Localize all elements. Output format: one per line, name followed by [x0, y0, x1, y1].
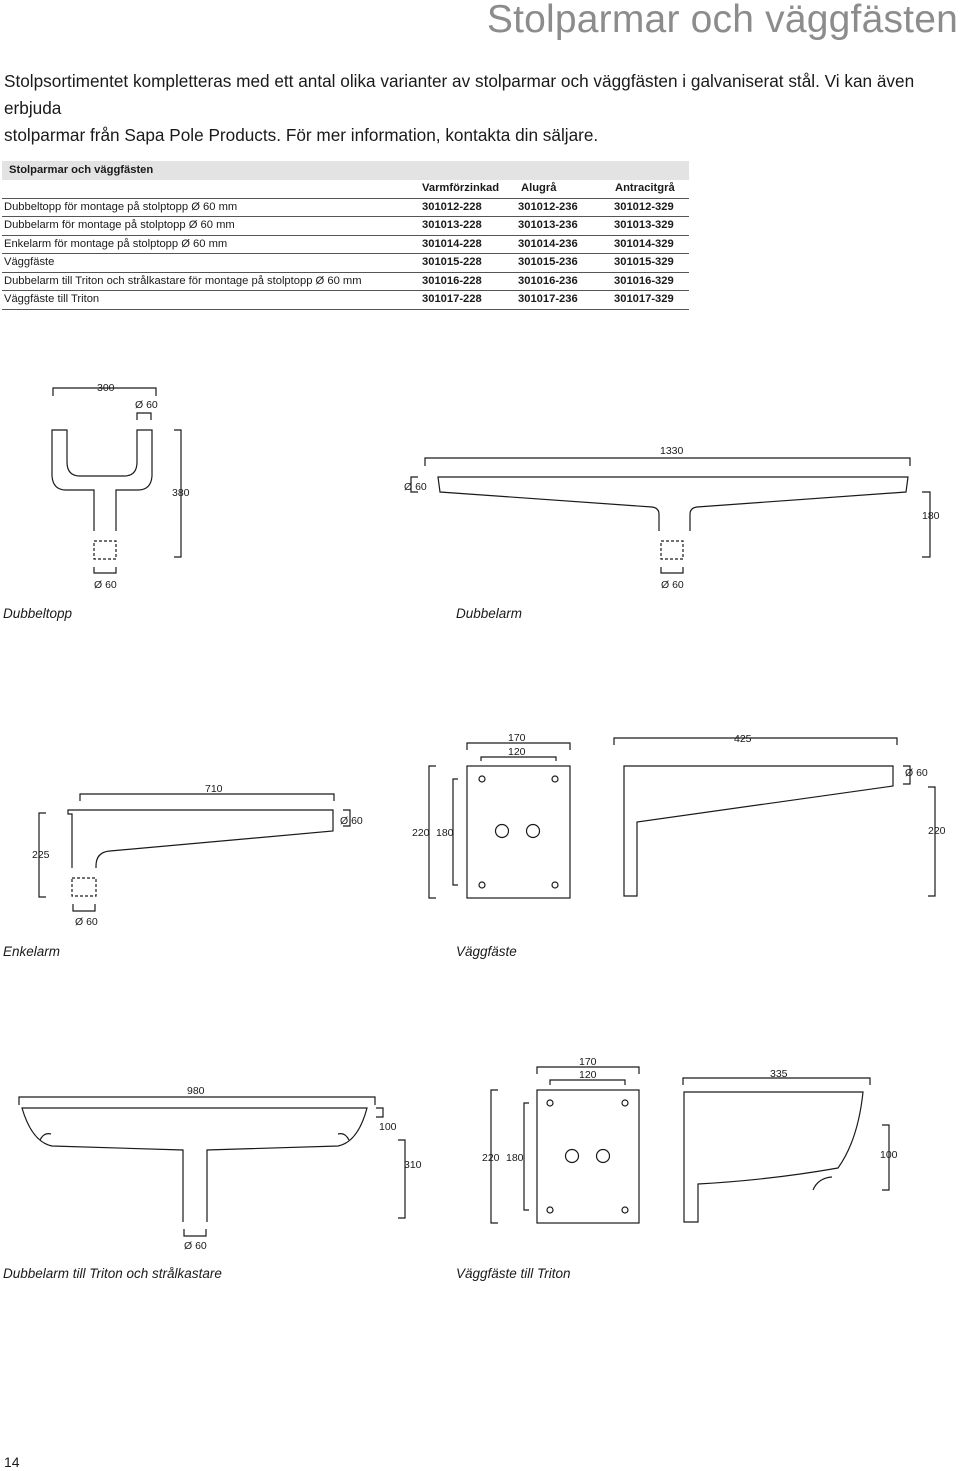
dim-line [425, 458, 910, 466]
dim-line [137, 413, 151, 420]
vaggfaste-triton-dim-arm-height: 100 [880, 1149, 898, 1161]
page-number: 14 [4, 1454, 20, 1470]
dubbelarm-outline [438, 477, 908, 531]
dubbelarm-dim-height: 180 [922, 510, 940, 522]
vaggfaste-dim-inner-height: 180 [436, 827, 454, 839]
row-code-antracitgra: 301013-329 [614, 219, 674, 231]
dim-line [376, 1108, 383, 1117]
center-hole [496, 825, 509, 838]
dim-line [73, 904, 95, 911]
dubbelarm-dim-base-diameter: Ø 60 [661, 579, 684, 591]
vaggfaste-triton-caption: Väggfäste till Triton [456, 1266, 571, 1281]
bolt-hole [552, 776, 558, 782]
row-description: Väggfäste [4, 256, 55, 268]
vaggfaste-arm-outline [624, 766, 893, 896]
enkelarm-dim-width: 710 [205, 783, 223, 795]
bolt-hole [622, 1100, 628, 1106]
row-code-varmforzinkad: 301017-228 [422, 293, 482, 305]
dubbeltopp-dim-height: 380 [172, 487, 190, 499]
end-mount [813, 1177, 832, 1190]
row-code-alugra: 301012-236 [518, 200, 578, 213]
intro-line-2: stolparmar från Sapa Pole Products. För mer information, kontakta din säljare. [4, 125, 599, 145]
dubbeltopp-caption: Dubbeltopp [3, 606, 73, 621]
dim-line [80, 794, 334, 801]
row-code-alugra: 301016-236 [518, 274, 578, 287]
vaggfaste-triton-arm-outline [684, 1092, 863, 1222]
table-caption: Stolparmar och väggfästen [2, 161, 689, 180]
dim-line [19, 1097, 375, 1105]
bolt-hole [479, 882, 485, 888]
dim-line [429, 766, 436, 898]
dim-line [94, 567, 116, 573]
dubbelarm-triton-dim-base-diameter: Ø 60 [184, 1240, 207, 1252]
dubbelarm-triton-outline [22, 1108, 367, 1222]
vaggfaste-dim-outer-height: 220 [412, 827, 430, 839]
dim-line [398, 1140, 405, 1218]
dim-line [524, 1103, 529, 1210]
enkelarm-outline [68, 810, 333, 868]
row-code-antracitgra: 301015-329 [614, 256, 674, 268]
dubbeltopp-dim-width: 300 [97, 382, 115, 394]
dubbelarm-triton-dim-end-height: 100 [379, 1121, 397, 1133]
enkelarm-socket [72, 878, 96, 896]
dubbelarm-triton-caption: Dubbelarm till Triton och strålkastare [3, 1266, 222, 1281]
dim-line [614, 738, 897, 745]
vaggfaste-dim-outer-width: 170 [508, 732, 526, 744]
dubbeltopp-dim-base-diameter: Ø 60 [94, 579, 117, 591]
dubbelarm-dim-width: 1330 [660, 445, 684, 457]
row-code-alugra: 301013-236 [518, 219, 578, 231]
dim-line [184, 1229, 206, 1236]
enkelarm-dim-height: 225 [32, 849, 50, 861]
vaggfaste-dim-inner-width: 120 [508, 746, 526, 758]
drawing-dubbelarm-triton [3, 1085, 422, 1281]
vaggfaste-triton-dim-inner-height: 180 [506, 1152, 524, 1164]
drawing-vaggfaste [412, 732, 946, 959]
row-code-varmforzinkad: 301014-228 [422, 237, 482, 250]
dubbelarm-caption: Dubbelarm [456, 606, 523, 621]
drawing-enkelarm [3, 783, 363, 959]
bolt-hole [552, 882, 558, 888]
row-code-alugra: 301017-236 [518, 293, 578, 305]
dubbeltopp-socket [94, 541, 116, 559]
row-description: Dubbelarm för montage på stolptopp Ø 60 mm [4, 219, 235, 231]
dim-line [661, 567, 683, 573]
row-description: Dubbelarm till Triton och strålkastare för montage på stolptopp Ø 60 mm [4, 274, 362, 287]
vaggfaste-triton-dim-inner-width: 120 [579, 1069, 597, 1081]
dubbeltopp-outline [52, 430, 152, 531]
center-hole [566, 1150, 579, 1163]
vaggfaste-triton-plate [537, 1090, 639, 1223]
header-varmforzinkad: Varmförzinkad [422, 182, 500, 194]
row-code-varmforzinkad: 301016-228 [422, 274, 482, 287]
bolt-hole [479, 776, 485, 782]
vaggfaste-triton-dim-arm-length: 335 [770, 1068, 788, 1080]
dubbelarm-triton-dim-width: 980 [187, 1085, 205, 1097]
row-description: Enkelarm för montage på stolptopp Ø 60 mm [4, 237, 228, 250]
enkelarm-dim-end-diameter: Ø 60 [340, 815, 363, 827]
bolt-hole [622, 1207, 628, 1213]
row-description: Dubbeltopp för montage på stolptopp Ø 60 mm [4, 200, 238, 213]
dim-line [453, 779, 458, 885]
intro-line-1: Stolpsortimentet kompletteras med ett antal olika varianter av stolparmar och väggfästen i galvaniserat stål. Vi kan även erbjuda [4, 71, 915, 118]
vaggfaste-plate [467, 766, 570, 898]
dubbelarm-socket [661, 541, 683, 559]
dim-line [922, 492, 930, 557]
vaggfaste-dim-end-diameter: Ø 60 [905, 767, 928, 779]
row-code-antracitgra: 301014-329 [614, 237, 674, 250]
drawing-vaggfaste-triton [456, 1056, 898, 1281]
end-mount [40, 1134, 51, 1140]
vaggfaste-dim-arm-length: 425 [734, 733, 752, 745]
dubbeltopp-dim-top-diameter: Ø 60 [135, 399, 158, 411]
dubbelarm-dim-end-diameter: Ø 60 [404, 481, 427, 493]
vaggfaste-triton-dim-outer-width: 170 [579, 1056, 597, 1068]
drawing-dubbeltopp [3, 382, 190, 621]
row-code-antracitgra: 301016-329 [614, 274, 674, 287]
row-description: Väggfäste till Triton [4, 293, 100, 305]
enkelarm-dim-base-diameter: Ø 60 [75, 916, 98, 928]
bolt-hole [547, 1100, 553, 1106]
header-antracitgra: Antracitgrå [615, 182, 675, 194]
center-hole [597, 1150, 610, 1163]
enkelarm-caption: Enkelarm [3, 944, 61, 959]
row-code-antracitgra: 301017-329 [614, 293, 674, 305]
drawing-dubbelarm [404, 445, 940, 621]
center-hole [527, 825, 540, 838]
end-mount [338, 1134, 349, 1140]
dubbelarm-triton-dim-height: 310 [404, 1159, 422, 1171]
bolt-hole [547, 1207, 553, 1213]
dim-line [928, 787, 935, 896]
vaggfaste-dim-arm-height: 220 [928, 825, 946, 837]
row-code-varmforzinkad: 301013-228 [422, 219, 482, 231]
row-code-varmforzinkad: 301015-228 [422, 256, 482, 268]
vaggfaste-caption: Väggfäste [456, 944, 517, 959]
row-code-varmforzinkad: 301012-228 [422, 200, 482, 213]
row-code-alugra: 301014-236 [518, 237, 578, 250]
vaggfaste-triton-dim-outer-height: 220 [482, 1152, 500, 1164]
page-title: Stolparmar och väggfästen [486, 0, 958, 41]
row-code-antracitgra: 301012-329 [614, 200, 674, 213]
row-code-alugra: 301015-236 [518, 256, 578, 268]
header-alugra: Alugrå [521, 182, 557, 194]
